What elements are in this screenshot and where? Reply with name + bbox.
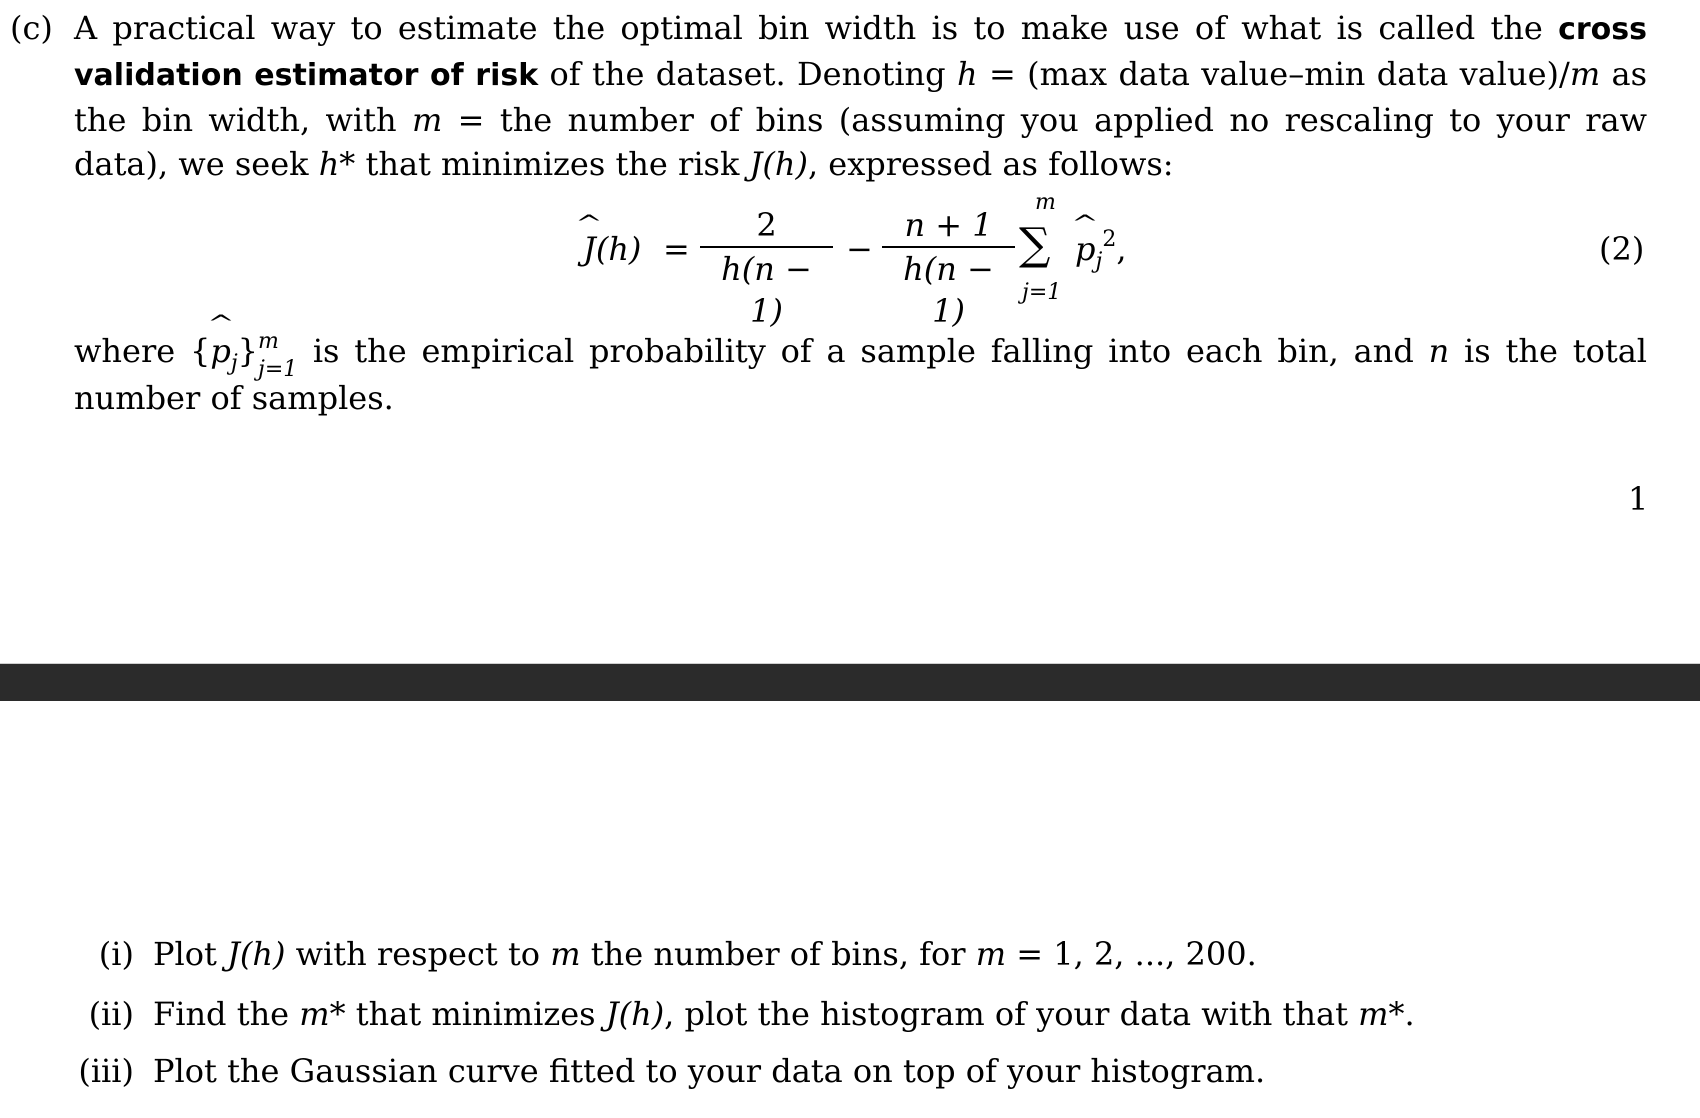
equation-number: (2) bbox=[1599, 230, 1645, 268]
where-subscript: j bbox=[230, 351, 238, 376]
part-c-paragraph bbox=[10, 6, 1647, 186]
hat-accent: ^ bbox=[575, 212, 604, 237]
p-subscript: j bbox=[1095, 249, 1103, 274]
subitem-iii-text: Plot the Gaussian curve fitted to your data on top of your histogram. bbox=[153, 1052, 1266, 1090]
fraction-2-denominator: h(n − 1) bbox=[903, 250, 994, 330]
sum-upper-limit: m bbox=[1035, 190, 1056, 215]
subitem-iii-label: (iii) bbox=[78, 1052, 134, 1090]
p-hat: ^ p bbox=[1071, 212, 1100, 268]
p-superscript: 2 bbox=[1102, 227, 1117, 252]
n-variable: n bbox=[1428, 332, 1450, 370]
equation-2 bbox=[0, 190, 1700, 330]
h-star: h* bbox=[318, 145, 356, 183]
fraction-1-numerator: 2 bbox=[756, 206, 777, 244]
where-brace-close: } bbox=[237, 332, 259, 370]
equation-minus: − bbox=[846, 230, 873, 268]
part-c-text-6: , expressed as follows: bbox=[807, 145, 1174, 183]
where-paragraph bbox=[74, 312, 1648, 419]
where-text-2: is the empirical probability of a sample falling into each bin, and bbox=[298, 332, 1429, 370]
p-hat-where: ^ p bbox=[206, 312, 235, 370]
where-lower: j=1 bbox=[258, 357, 298, 382]
term-comma: , bbox=[1116, 230, 1127, 268]
j-hat-of-h: J(h) bbox=[749, 145, 808, 183]
h-variable: h bbox=[957, 55, 978, 93]
subitem-ii-j-hat: J(h) bbox=[605, 995, 665, 1033]
part-c-text-4: the number of bins (assuming you applied no rescaling to your raw data), we seek bbox=[74, 101, 1648, 183]
subitem-ii-label: (ii) bbox=[88, 995, 134, 1033]
subitem-ii-text: Find the m* that minimizes J(h), plot the histogram of your data with that m*. bbox=[153, 995, 1415, 1033]
sum-lower-limit: j=1 bbox=[1022, 280, 1062, 305]
page-separator bbox=[0, 663, 1700, 701]
bold-term-cross-validation: cross validation estimator of risk bbox=[74, 12, 1647, 93]
fraction-1-denominator: h(n − 1) bbox=[721, 250, 812, 330]
equation-lhs bbox=[575, 212, 642, 268]
where-limits bbox=[258, 329, 298, 382]
page-number: 1 bbox=[1628, 480, 1649, 518]
h-definition: (max data value–min data value)/ bbox=[1027, 55, 1570, 93]
subitem-iii bbox=[0, 1052, 1700, 1102]
equals-sign-2: = bbox=[442, 101, 500, 139]
part-c-body bbox=[74, 6, 1647, 186]
subitem-ii bbox=[0, 995, 1700, 1045]
part-c-text-5: that minimizes the risk bbox=[355, 145, 750, 183]
fraction-2 bbox=[882, 204, 1015, 330]
where-text-3: is the total number of samples. bbox=[74, 332, 1648, 417]
hat-accent-p: ^ bbox=[1071, 212, 1100, 237]
equals-sign: = bbox=[977, 55, 1028, 93]
subitem-i-j-hat: J(h) bbox=[227, 935, 286, 973]
fraction-2-numerator: n + 1 bbox=[904, 206, 993, 244]
m-variable: m bbox=[1569, 55, 1601, 93]
subitem-i bbox=[0, 935, 1700, 985]
part-c-text-1: A practical way to estimate the optimal bin width is to make use of what is called the bbox=[74, 9, 1559, 47]
where-upper: m bbox=[258, 329, 279, 354]
part-c-text-3: as the bin width, with bbox=[74, 55, 1648, 139]
hat-accent-where: ^ bbox=[206, 312, 235, 337]
where-text-1: where { bbox=[74, 332, 211, 370]
lhs-argument: (h) bbox=[595, 230, 642, 268]
j-hat: ^ J bbox=[575, 212, 604, 268]
part-c-text-2: of the dataset. Denoting bbox=[538, 55, 958, 93]
m-variable-2: m bbox=[411, 101, 443, 139]
summation-term bbox=[1071, 212, 1127, 274]
subitem-i-text: Plot J(h) with respect to m the number of bins, for m = 1, 2, ..., 200. bbox=[153, 935, 1257, 973]
summation-symbol: ∑ bbox=[1019, 219, 1051, 270]
fraction-1 bbox=[700, 204, 833, 330]
subitem-i-label: (i) bbox=[98, 935, 134, 973]
part-c-label: (c) bbox=[10, 9, 53, 47]
equation-equals: = bbox=[663, 230, 690, 268]
